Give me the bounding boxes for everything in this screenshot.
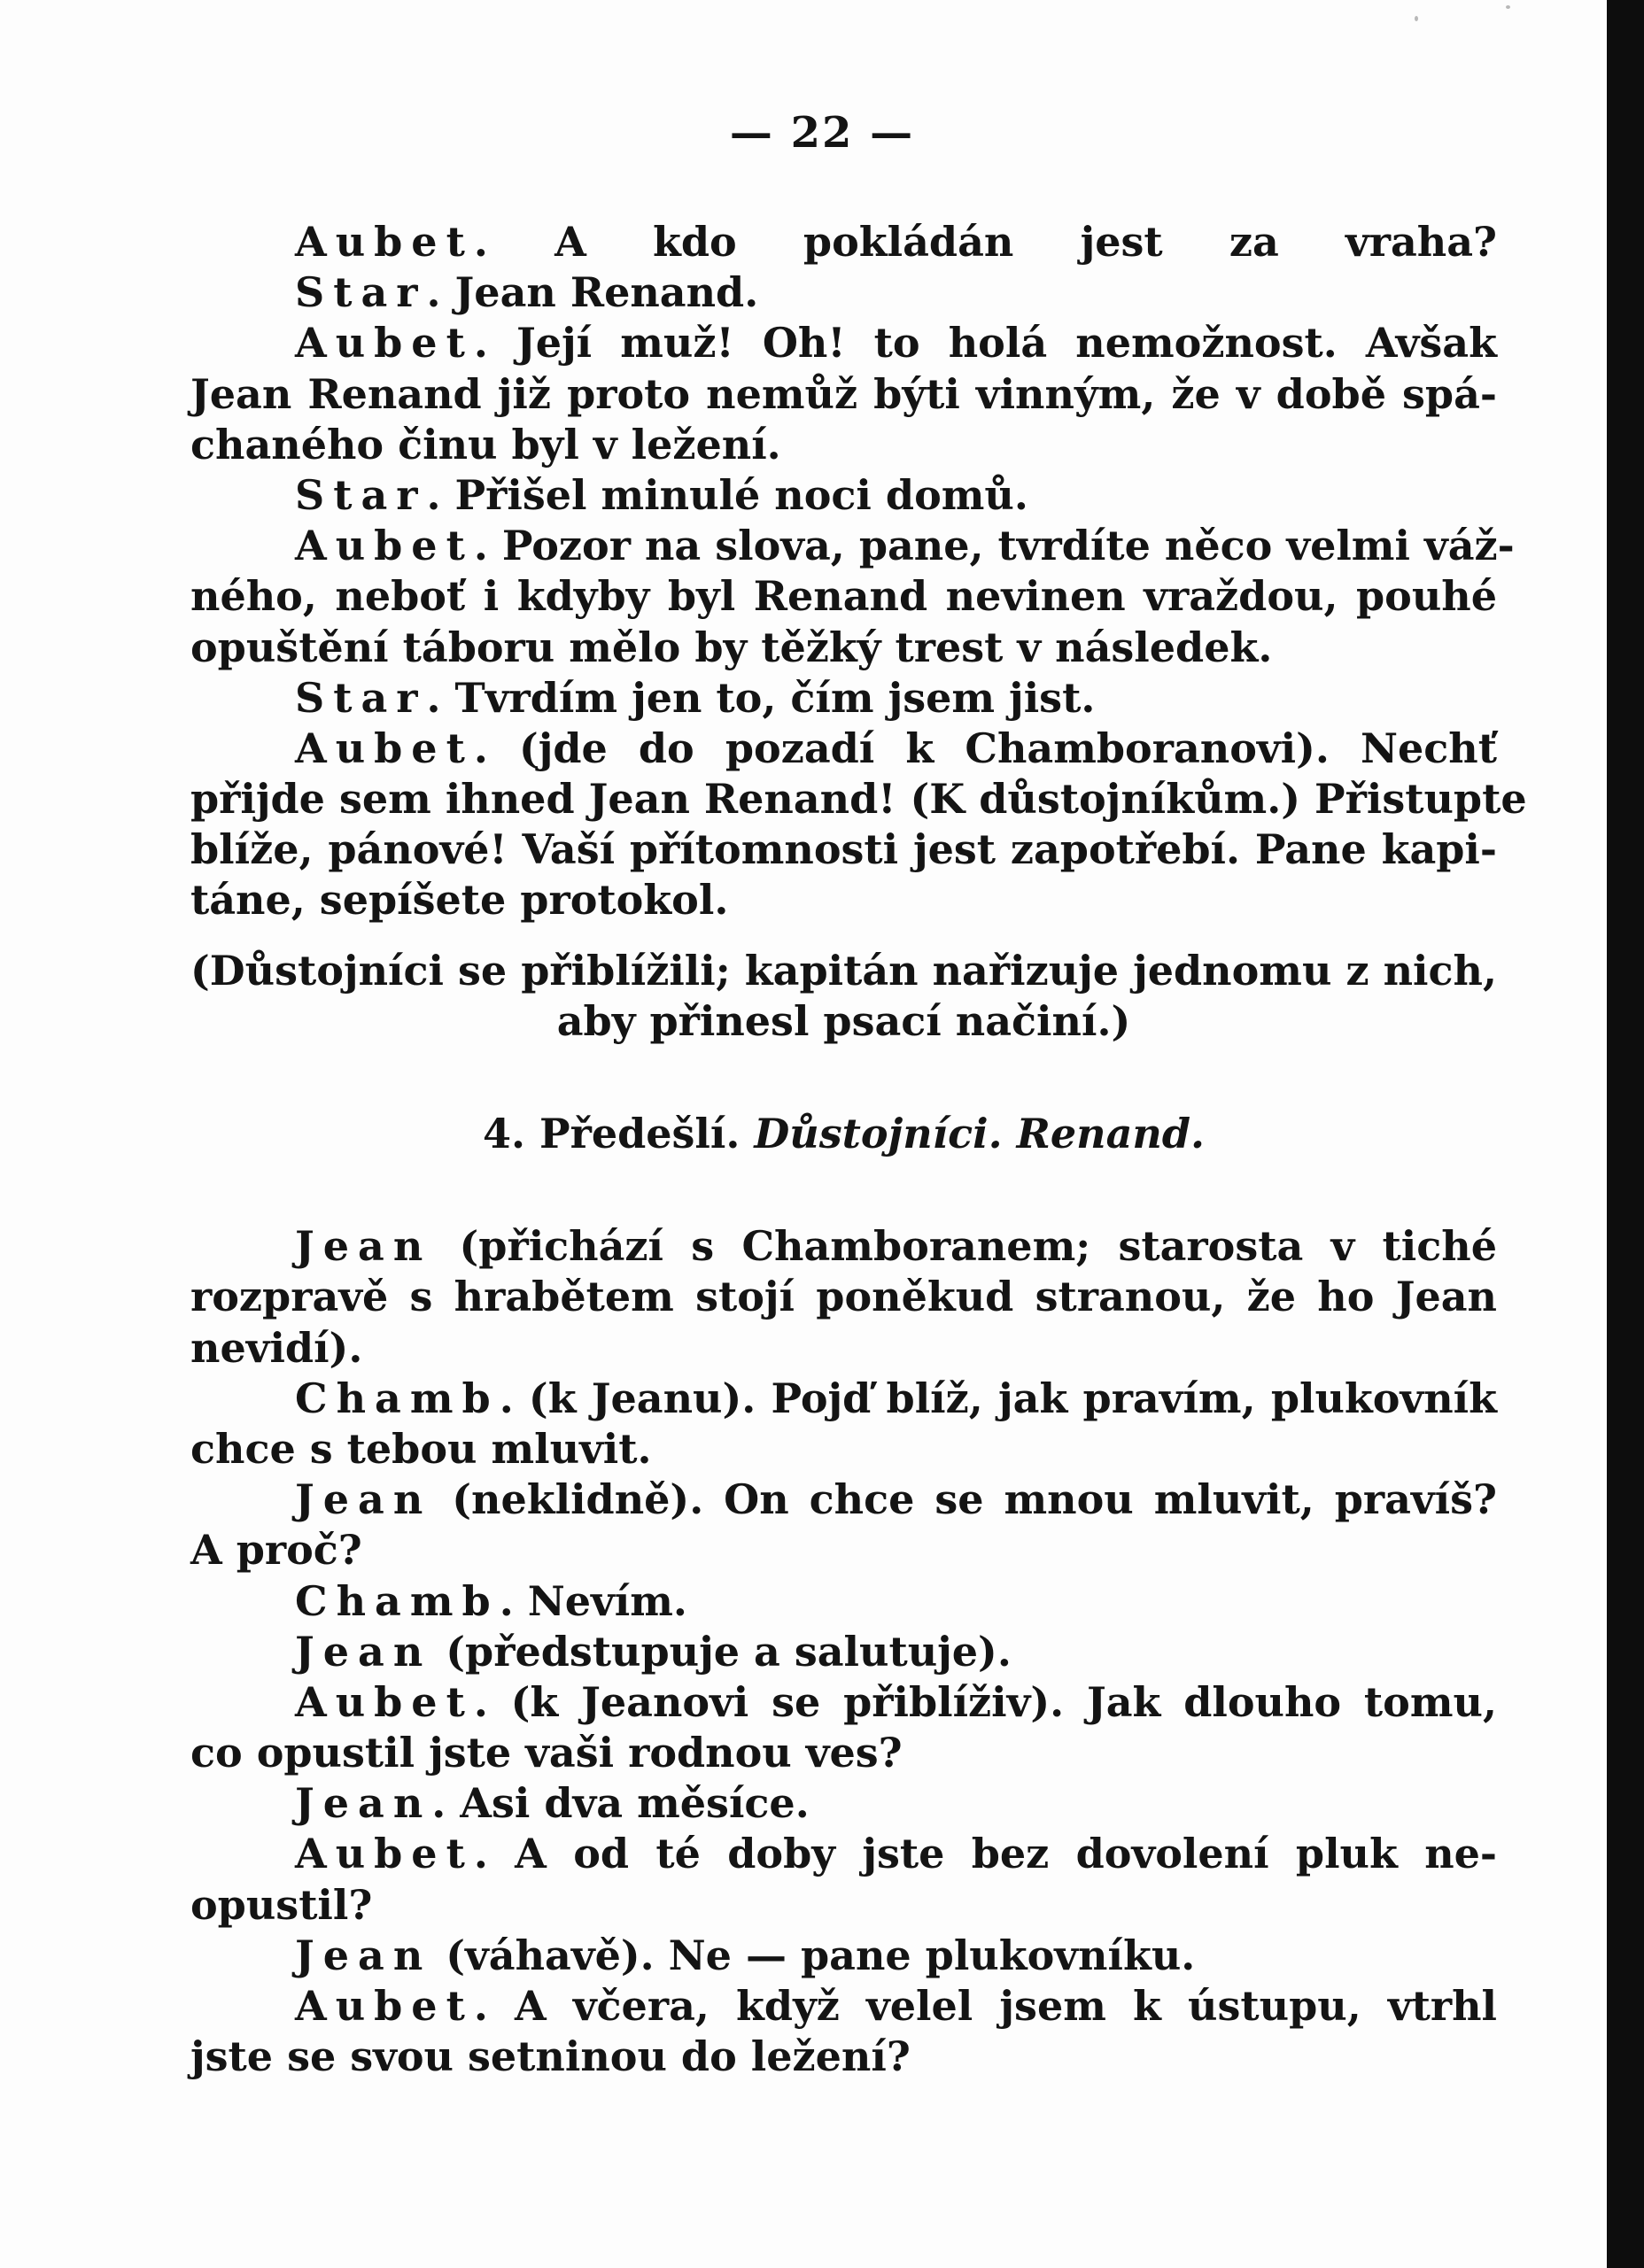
line-text: . Nevím. <box>499 1576 687 1625</box>
line-text: Jean Renand již proto nemůž býti vinným, že v době spá- <box>190 369 1497 418</box>
scan-speck <box>1415 16 1418 21</box>
speaker-name: Aubet <box>295 1677 474 1726</box>
line-text: . (k Jeanovi se přiblíživ). Jak dlouho tomu, <box>473 1677 1497 1726</box>
line-text: (přichází s Chamboranem; starosta v tiché <box>431 1222 1497 1271</box>
line-text: . A včera, když velel jsem k ústupu, vtrhl <box>473 1982 1497 2030</box>
line-text: jste se svou setninou do ležení? <box>190 2032 911 2081</box>
text-line <box>190 470 1497 521</box>
speaker-name: Jean <box>295 1627 432 1676</box>
speaker-name: Star <box>295 268 427 317</box>
text-line <box>190 217 1497 267</box>
text-line <box>190 623 1497 673</box>
text-line <box>190 1525 1497 1575</box>
text-line <box>190 571 1497 622</box>
dialogue-text <box>190 217 1527 2082</box>
line-text: . Pozor na slova, pane, tvrdíte něco velmi váž- <box>473 522 1515 570</box>
line-text: (předstupuje a salutuje). <box>431 1627 1012 1676</box>
line-text: . Jean Renand. <box>426 268 759 317</box>
text-line <box>190 1931 1497 1981</box>
line-text: nevidí). <box>190 1323 363 1372</box>
text-line <box>190 1221 1497 1272</box>
stage-direction-line <box>190 996 1497 1047</box>
page-number: — 22 — <box>729 108 915 158</box>
line-text: . Tvrdím jen to, čím jsem jist. <box>426 673 1096 722</box>
line-text: (Důstojníci se přiblížili; kapitán nařizuje jednomu z nich, <box>190 946 1497 995</box>
text-line <box>190 1475 1497 1525</box>
text-line <box>190 1778 1497 1829</box>
speaker-name: Aubet <box>295 1982 474 2030</box>
speaker-name: Aubet <box>295 319 474 368</box>
speaker-name: Jean <box>295 1222 432 1271</box>
speaker-name: Jean <box>295 1779 432 1828</box>
text-line <box>190 267 1497 318</box>
scene-number: 4. Předešlí. <box>482 1110 741 1157</box>
text-line <box>190 673 1497 724</box>
text-line <box>190 1424 1497 1475</box>
line-text: . (k Jeanu). Pojď blíž, jak pravím, plukovník <box>499 1374 1497 1422</box>
text-line <box>190 1829 1497 1879</box>
line-text: A proč? <box>190 1526 362 1575</box>
line-text: opustil? <box>190 1880 373 1929</box>
line-text: blíže, pánové! Vaší přítomnosti jest zapotřebí. Pane kapi- <box>190 825 1497 874</box>
line-text: . Asi dva měsíce. <box>431 1779 810 1828</box>
scene-heading <box>190 1109 1497 1159</box>
speaker-name: Jean <box>295 1931 432 1979</box>
speaker-name: Aubet <box>295 218 474 266</box>
line-text: . Přišel minulé noci domů. <box>426 470 1028 519</box>
speaker-name: Star <box>295 470 427 519</box>
speaker-name: Chamb <box>295 1576 500 1625</box>
line-text: (váhavě). Ne — pane plukovníku. <box>431 1931 1196 1979</box>
text-line <box>190 2032 1497 2082</box>
text-line <box>190 875 1497 925</box>
line-text: ného, neboť i kdyby byl Renand nevinen vraždou, pouhé <box>190 572 1497 621</box>
line-text: chce s tebou mluvit. <box>190 1424 652 1473</box>
line-text: táne, sepíšete protokol. <box>190 876 729 925</box>
line-text: přijde sem ihned Jean Renand! (K důstojníkům.) Přistupte <box>190 775 1527 824</box>
text-line <box>190 1677 1497 1728</box>
text-line <box>190 1323 1497 1374</box>
text-line <box>190 1880 1497 1931</box>
line-text: . (jde do pozadí k Chamboranovi). Nechť <box>473 724 1497 772</box>
text-line <box>190 1981 1497 2032</box>
text-line <box>190 824 1497 875</box>
speaker-name: Jean <box>295 1475 432 1524</box>
line-text: co opustil jste vaši rodnou ves? <box>190 1729 903 1777</box>
text-line <box>190 1576 1497 1627</box>
speaker-name: Aubet <box>295 1830 474 1878</box>
text-line <box>190 420 1497 470</box>
scan-speck <box>1506 5 1510 9</box>
line-text: aby přinesl psací načiní.) <box>556 996 1131 1045</box>
stage-direction-line <box>190 946 1497 996</box>
line-text: chaného činu byl v ležení. <box>190 420 781 468</box>
text-line <box>190 1374 1497 1424</box>
text-line <box>190 724 1497 774</box>
line-text: . Její muž! Oh! to holá nemožnost. Avšak <box>473 319 1497 368</box>
speaker-name: Aubet <box>295 724 474 772</box>
speaker-name: Aubet <box>295 522 474 570</box>
line-text: . A kdo pokládán jest za vraha? <box>473 218 1497 266</box>
scene-characters: Důstojníci. Renand. <box>740 1110 1206 1157</box>
text-line <box>190 774 1527 824</box>
text-line <box>190 1728 1497 1778</box>
line-text: (neklidně). On chce se mnou mluvit, pravíš? <box>431 1475 1497 1524</box>
line-text: opuštění táboru mělo by těžký trest v následek. <box>190 623 1273 671</box>
speaker-name: Chamb <box>295 1374 500 1422</box>
line-text: rozpravě s hrabětem stojí poněkud stranou, že ho Jean <box>190 1273 1497 1321</box>
text-line <box>190 318 1497 368</box>
text-line <box>190 1627 1497 1677</box>
speaker-name: Star <box>295 673 427 722</box>
text-line <box>190 521 1515 571</box>
text-line <box>190 369 1497 420</box>
line-text: . A od té doby jste bez dovolení pluk ne- <box>473 1830 1497 1878</box>
scan-edge-border <box>1607 0 1644 2268</box>
text-line <box>190 1272 1497 1322</box>
